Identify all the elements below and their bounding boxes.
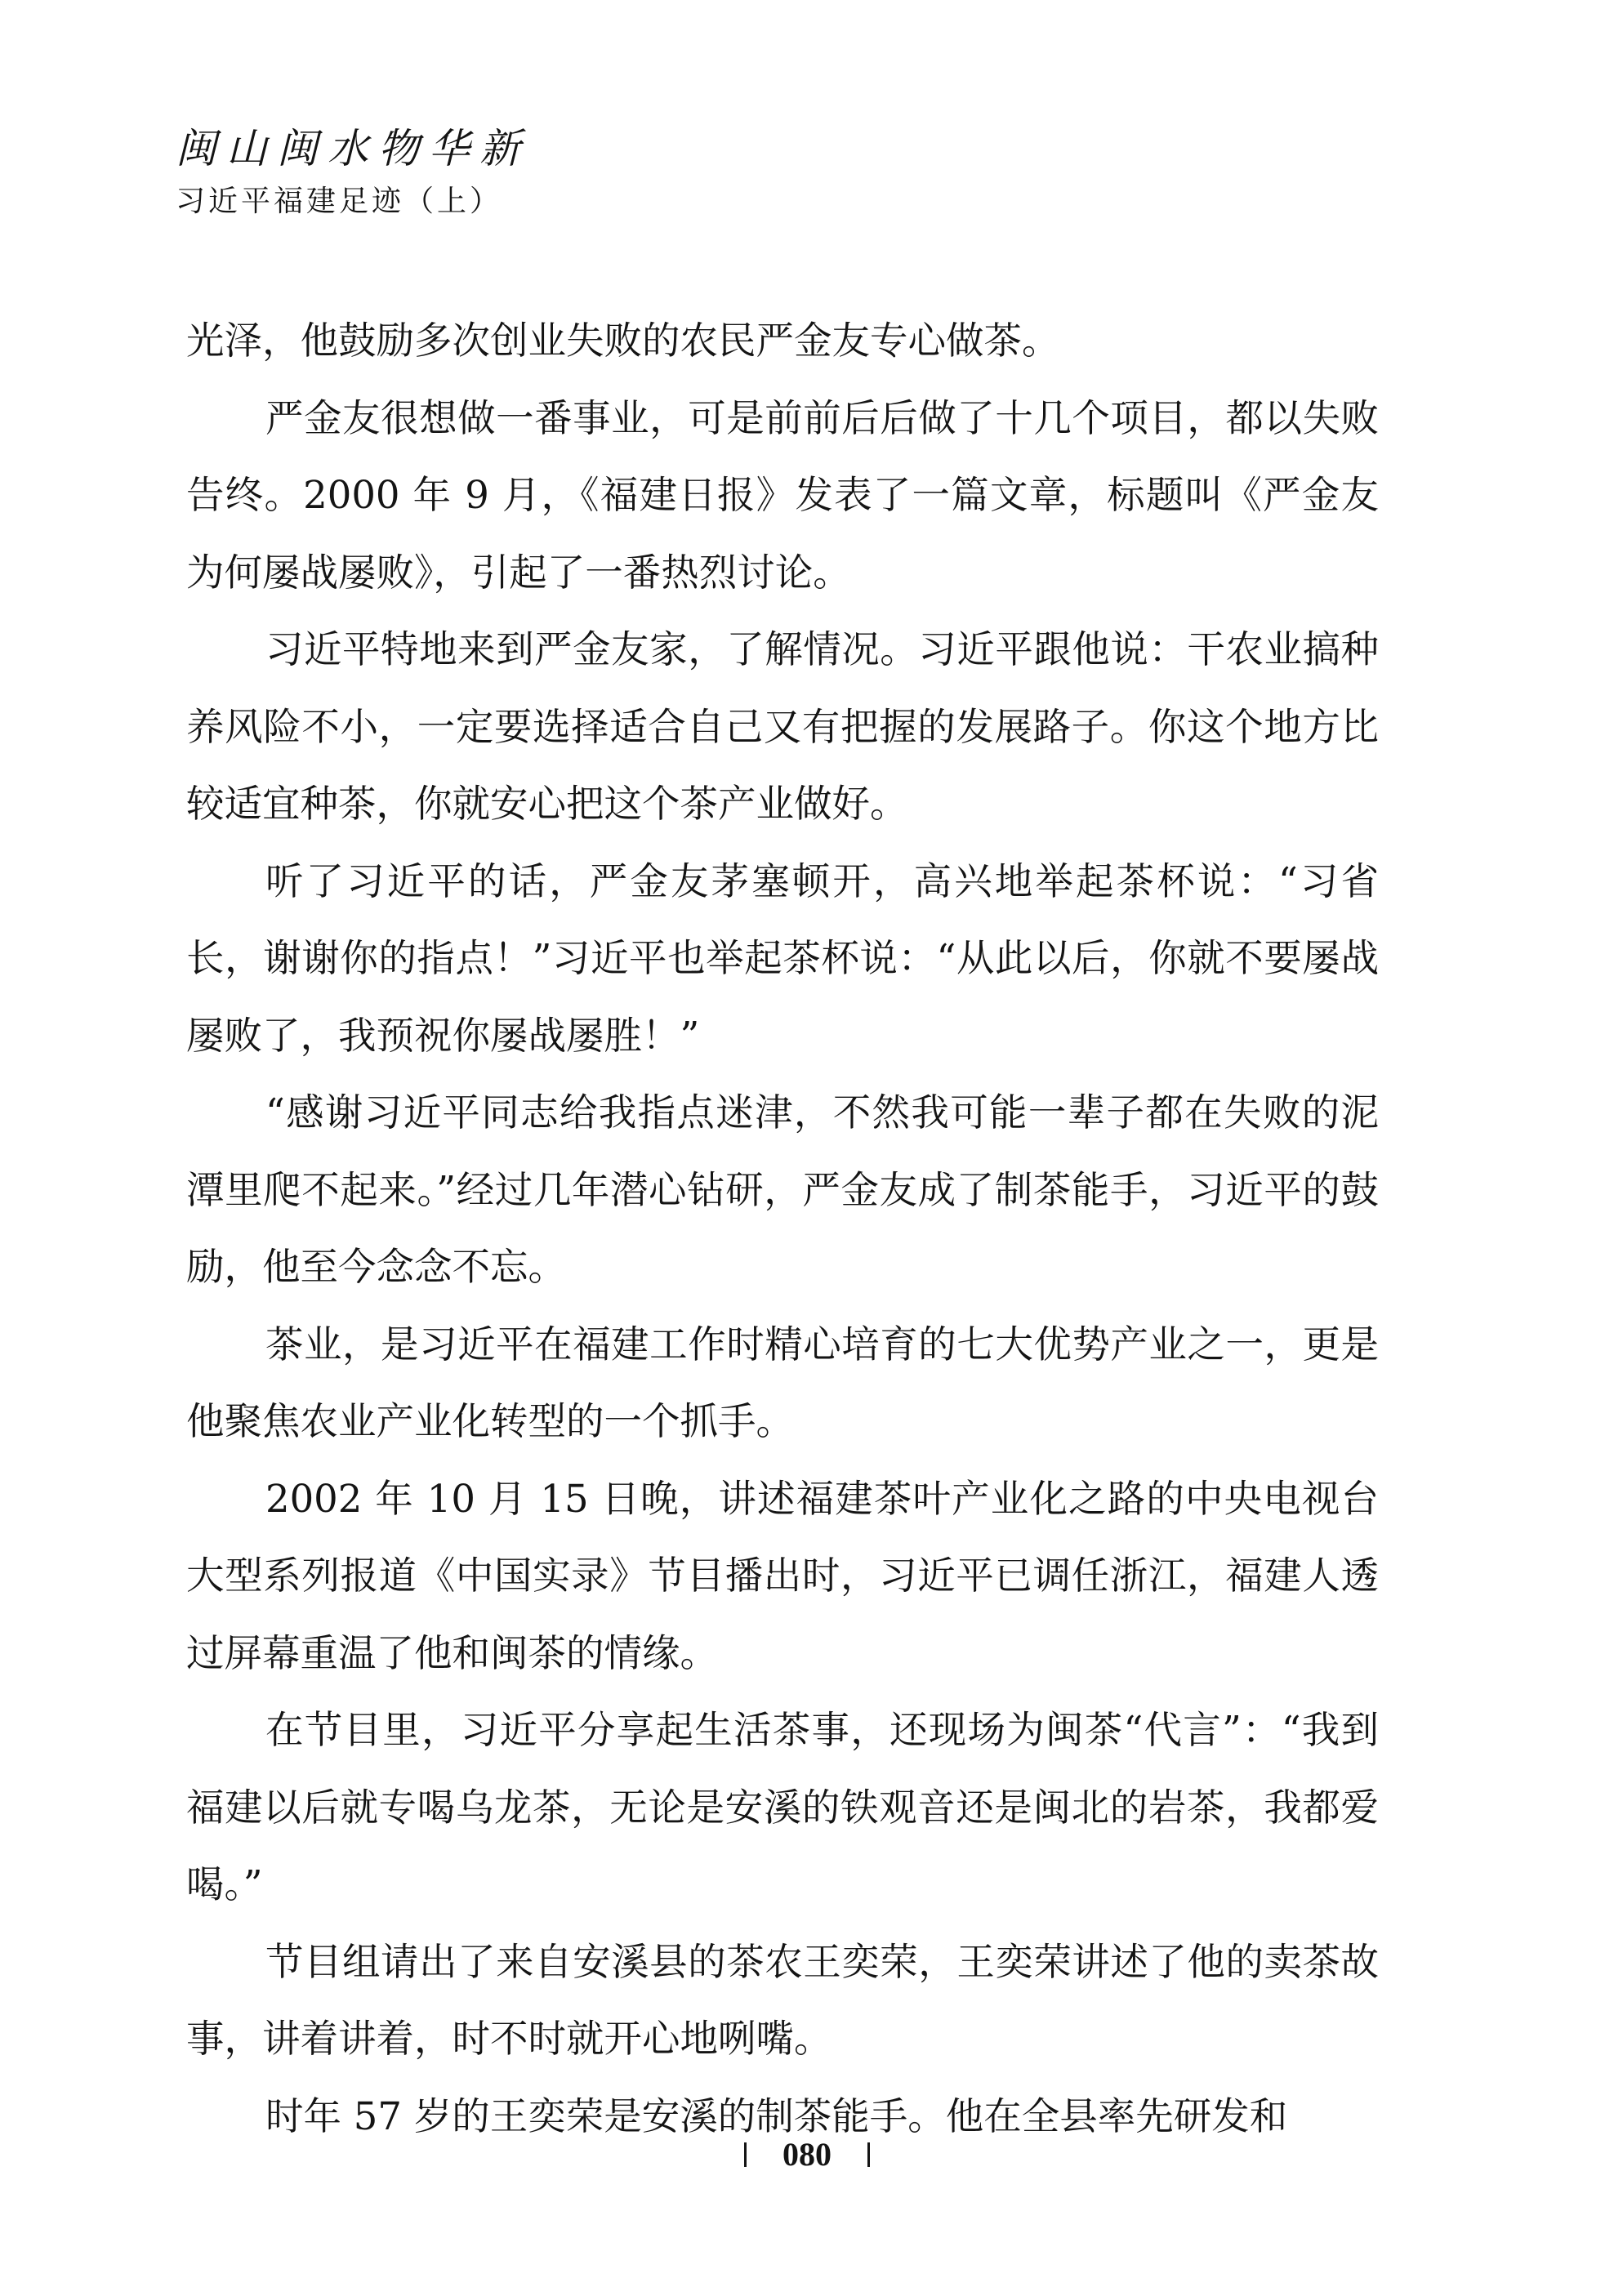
right-divider [867,2142,870,2167]
paragraph: 听了习近平的话，严金友茅塞顿开，高兴地举起茶杯说：“习省长，谢谢你的指点！”习近平也举起茶杯说：“从此以后，你就不要屡战屡败了，我预祝你屡战屡胜！” [186,858,1379,1058]
paragraph: 时年 57 岁的王奕荣是安溪的制茶能手。他在全县率先研发和 [265,2093,1288,2138]
body-text [186,302,1379,2155]
running-header [176,123,911,222]
paragraph: 节目组请出了来自安溪县的茶农王奕荣，王奕荣讲述了他的卖茶故事，讲着讲着，时不时就开心地咧嘴。 [186,1939,1379,2061]
left-divider [744,2142,747,2167]
paragraph: 严金友很想做一番事业，可是前前后后做了十几个项目，都以失败告终。2000 年 9 月，《福建日报》发表了一篇文章，标题叫《严金友为何屡战屡败》，引起了一番热烈讨论。 [186,395,1379,595]
book-subtitle: 习近平福建足迹（上） [176,185,503,218]
paragraph: 光泽，他鼓励多次创业失败的农民严金友专心做茶。 [186,319,1060,363]
paragraph: 习近平特地来到严金友家，了解情况。习近平跟他说：干农业搞种养风险不小，一定要选择适合自己又有把握的发展路子。你这个地方比较适宜种茶，你就安心把这个茶产业做好。 [186,627,1379,826]
paragraph: 2002 年 10 月 15 日晚，讲述福建茶叶产业化之路的中央电视台大型系列报道《中国实录》节目播出时，习近平已调任浙江，福建人透过屏幕重温了他和闽茶的情缘。 [186,1476,1379,1675]
paragraph: 在节目里，习近平分享起生活茶事，还现场为闽茶“代言”：“我到福建以后就专喝乌龙茶，无论是安溪的铁观音还是闽北的岩茶，我都爱喝。” [186,1708,1379,1906]
paragraph: “感谢习近平同志给我指点迷津，不然我可能一辈子都在失败的泥潭里爬不起来。”经过几年潜心钻研，严金友成了制茶能手，习近平的鼓励，他至今念念不忘。 [186,1090,1379,1289]
paragraph: 茶业，是习近平在福建工作时精心培育的七大优势产业之一，更是他聚焦农业产业化转型的一个抓手。 [186,1322,1379,1443]
book-title: 闽山闽水物华新 [176,125,530,172]
page-footer [0,2128,1614,2179]
page-number: 080 [782,2136,832,2173]
